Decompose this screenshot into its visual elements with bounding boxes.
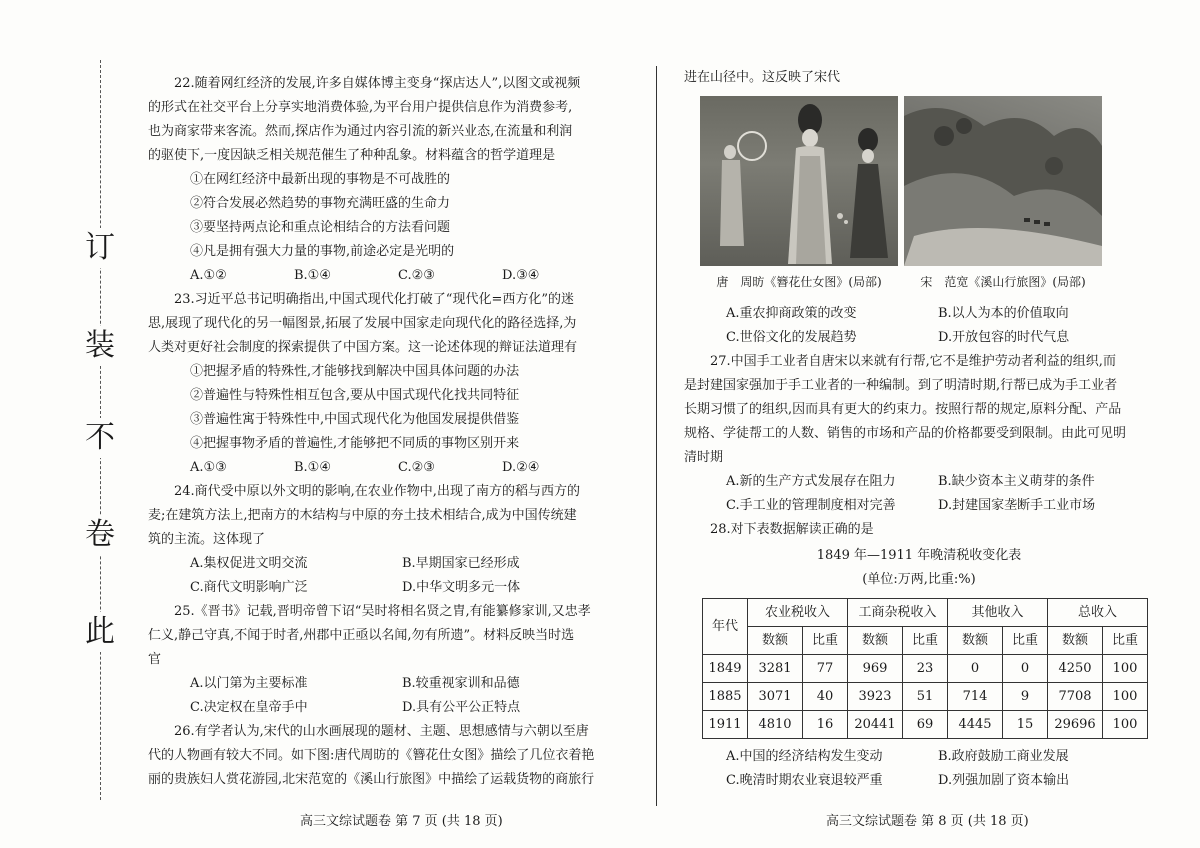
q27-stem-line: 清时期: [684, 450, 724, 465]
q23-stem-line: 23.习近平总书记明确指出,中国式现代化打破了“现代化=西方化”的迷: [174, 292, 574, 307]
q26-stem-line: 丽的贵族妇人赏花游园,北宋范宽的《溪山行旅图》中描绘了运载货物的商旅行: [148, 772, 595, 787]
q27-stem-line: 27.中国手工业者自唐宋以来就有行帮,它不是维护劳动者利益的组织,而: [710, 354, 1116, 369]
q27-choices: [684, 494, 1154, 518]
choice-b: B.缺少资本主义萌芽的条件: [938, 474, 1095, 489]
cell: 51: [903, 683, 948, 711]
choice-d: D.②④: [502, 460, 540, 475]
binding-char: 订: [72, 228, 128, 268]
q22-stem-line: 22.随着网红经济的发展,许多自媒体博主变身“探店达人”,以图文或视频: [174, 76, 581, 91]
cell: 77: [803, 655, 848, 683]
header-sub: 比重: [1003, 627, 1048, 655]
q22-stem-line: 的形式在社交平台上分享实地消费体验,为平台用户提供信息作为消费参考,: [148, 100, 573, 115]
choice-d: D.③④: [502, 268, 540, 283]
question-25: [148, 600, 628, 720]
header-year: 年代: [703, 599, 748, 655]
q25-stem-line: 仁义,静己守真,不闻于时者,州郡中正亟以名闻,勿有所遗”。材料反映当时选: [148, 628, 575, 643]
header-group: 总收入: [1048, 599, 1148, 627]
q22-choices: [148, 264, 628, 288]
caption-xishan: 宋 范宽《溪山行旅图》(局部): [920, 275, 1086, 289]
binding-char: 此: [72, 612, 128, 652]
choice-b: B.早期国家已经形成: [402, 556, 520, 571]
choice-a: A.新的生产方式发展存在阻力: [726, 474, 896, 489]
q25-choices: [148, 696, 628, 720]
binding-margin: [0, 0, 140, 848]
q26-stem-line: 代的人物画有较大不同。如下图:唐代周昉的《簪花仕女图》描绘了几位衣着艳: [148, 748, 595, 763]
q27-stem-line: 规格、学徒帮工的人数、销售的市场和产品的价格都要受到限制。由此可见明: [684, 426, 1127, 441]
table-row: [703, 711, 1148, 739]
header-sub: 比重: [1103, 627, 1148, 655]
question-26: [148, 720, 628, 792]
choice-d: D.中华文明多元一体: [402, 580, 521, 595]
q24-stem-line: 麦;在建筑方法上,把南方的木结构与中原的夯土技术相结合,成为中国传统建: [148, 508, 577, 523]
choice-d: D.开放包容的时代气息: [938, 330, 1070, 345]
choice-c: C.②③: [398, 268, 435, 283]
choice-a: A.①②: [190, 268, 227, 283]
question-28: [684, 518, 1154, 793]
q27-stem-line: 是封建国家强加于手工业者的一种编制。到了明清时期,行帮已成为手工业者: [684, 378, 1118, 393]
q28-stem: 28.对下表数据解读正确的是: [710, 522, 874, 537]
q22-stem-line: 也为商家带来客流。然而,探店作为通过内容引流的新兴业态,在流量和利润: [148, 124, 573, 139]
page-divider: [656, 66, 657, 806]
choice-c: C.②③: [398, 460, 435, 475]
cell: 100: [1103, 655, 1148, 683]
cell: 3923: [848, 683, 903, 711]
q22-stem-line: 的驱使下,一度因缺乏相关规范催生了种种乱象。材料蕴含的哲学道理是: [148, 148, 556, 163]
table-row: [703, 683, 1148, 711]
binding-char: 不: [72, 418, 128, 458]
header-sub: 比重: [803, 627, 848, 655]
q26-choices: [684, 302, 1154, 326]
cell: 0: [1003, 655, 1048, 683]
q28-choices: [684, 769, 1154, 793]
paintings: [700, 96, 1154, 266]
q24-stem-line: 筑的主流。这体现了: [148, 532, 266, 547]
cell: 9: [1003, 683, 1048, 711]
table-unit: (单位:万两,比重:%): [862, 572, 976, 587]
q23-item: ④把握事物矛盾的普遍性,才能够把不同质的事物区别开来: [190, 436, 520, 451]
q23-choices: [148, 456, 628, 480]
question-27: [684, 350, 1154, 518]
binding-char: 装: [72, 326, 128, 366]
header-sub: 数额: [948, 627, 1003, 655]
cell: 4445: [948, 711, 1003, 739]
choice-a: A.重农抑商政策的改变: [726, 306, 857, 321]
cell: 4250: [1048, 655, 1103, 683]
page-8-column: [684, 66, 1154, 793]
header-sub: 数额: [1048, 627, 1103, 655]
header-group: 农业税收入: [748, 599, 848, 627]
choice-c: C.手工业的管理制度相对完善: [726, 498, 896, 513]
q23-item: ③普遍性寓于特殊性中,中国式现代化为他国发展提供借鉴: [190, 412, 520, 427]
q25-stem-line: 官: [148, 652, 162, 667]
choice-a: A.以门第为主要标准: [190, 676, 308, 691]
cell: 1885: [703, 683, 748, 711]
page-8-footer: 高三文综试题卷 第 8 页 (共 18 页): [826, 814, 1029, 829]
choice-b: B.以人为本的价值取向: [938, 306, 1069, 321]
choice-a: A.①③: [190, 460, 227, 475]
cell: 714: [948, 683, 1003, 711]
choice-b: B.①④: [294, 460, 331, 475]
choice-c: C.世俗文化的发展趋势: [726, 330, 857, 345]
cell: 40: [803, 683, 848, 711]
q22-item: ④凡是拥有强大力量的事物,前途必定是光明的: [190, 244, 455, 259]
cell: 29696: [1048, 711, 1103, 739]
choice-d: D.具有公平公正特点: [402, 700, 521, 715]
cell: 15: [1003, 711, 1048, 739]
q22-item: ②符合发展必然趋势的事物充满旺盛的生命力: [190, 196, 451, 211]
binding-char: 卷: [72, 515, 128, 555]
cell: 3071: [748, 683, 803, 711]
page-7-column: [148, 72, 628, 792]
choice-d: D.封建国家垄断手工业市场: [938, 498, 1096, 513]
q26-choices: [684, 326, 1154, 350]
choice-b: B.政府鼓励工商业发展: [938, 749, 1069, 764]
q22-item: ③要坚持两点论和重点论相结合的方法看问题: [190, 220, 451, 235]
q24-choices: [148, 576, 628, 600]
q23-item: ②普遍性与特殊性相互包含,要从中国式现代化找共同特征: [190, 388, 520, 403]
q24-choices: [148, 552, 628, 576]
question-22: [148, 72, 628, 288]
tax-table: [702, 598, 1148, 739]
cell: 7708: [1048, 683, 1103, 711]
cell: 100: [1103, 683, 1148, 711]
cell: 100: [1103, 711, 1148, 739]
choice-b: B.①④: [294, 268, 331, 283]
choice-a: A.中国的经济结构发生变动: [726, 749, 883, 764]
cell: 1911: [703, 711, 748, 739]
q27-choices: [684, 470, 1154, 494]
cell: 1849: [703, 655, 748, 683]
q26-stem-cont: 进在山径中。这反映了宋代: [684, 70, 841, 85]
cell: 69: [903, 711, 948, 739]
q22-item: ①在网红经济中最新出现的事物是不可战胜的: [190, 172, 451, 187]
question-24: [148, 480, 628, 600]
choice-c: C.商代文明影响广泛: [190, 580, 308, 595]
cell: 3281: [748, 655, 803, 683]
cell: 4810: [748, 711, 803, 739]
q28-choices: [684, 745, 1154, 769]
choice-a: A.集权促进文明交流: [190, 556, 308, 571]
q23-stem-line: 思,展现了现代化的另一幅图景,拓展了发展中国家走向现代化的路径选择,为: [148, 316, 577, 331]
cell: 20441: [848, 711, 903, 739]
cell: 0: [948, 655, 1003, 683]
choice-c: C.决定权在皇帝手中: [190, 700, 308, 715]
choice-d: D.列强加剧了资本输出: [938, 773, 1070, 788]
q24-stem-line: 24.商代受中原以外文明的影响,在农业作物中,出现了南方的稻与西方的: [174, 484, 580, 499]
header-group: 工商杂税收入: [848, 599, 948, 627]
page-7-footer: 高三文综试题卷 第 7 页 (共 18 页): [300, 814, 503, 829]
cell: 969: [848, 655, 903, 683]
header-group: 其他收入: [948, 599, 1048, 627]
header-sub: 数额: [748, 627, 803, 655]
cell: 23: [903, 655, 948, 683]
q25-choices: [148, 672, 628, 696]
table-title: 1849 年—1911 年晚清税收变化表: [816, 548, 1022, 563]
table-row: [703, 655, 1148, 683]
q25-stem-line: 25.《晋书》记载,晋明帝曾下诏“吴时将相名贤之胄,有能纂修家训,又忠孝: [174, 604, 591, 619]
q27-stem-line: 长期习惯了的组织,因而具有更大的约束力。按照行帮的规定,原料分配、产品: [684, 402, 1122, 417]
q23-item: ①把握矛盾的特殊性,才能够找到解决中国具体问题的办法: [190, 364, 520, 379]
header-sub: 数额: [848, 627, 903, 655]
header-sub: 比重: [903, 627, 948, 655]
choice-c: C.晚清时期农业衰退较严重: [726, 773, 883, 788]
cell: 16: [803, 711, 848, 739]
painting-captions: [700, 270, 1154, 294]
question-23: [148, 288, 628, 480]
painting-xishan-xinglv-image: [904, 96, 1102, 266]
caption-zanhua: 唐 周昉《簪花仕女图》(局部): [716, 275, 882, 289]
q26-stem-line: 26.有学者认为,宋代的山水画展现的题材、主题、思想感情与六朝以至唐: [174, 724, 589, 739]
choice-b: B.较重视家训和品德: [402, 676, 520, 691]
painting-zanhua-shinv-image: [700, 96, 898, 266]
q23-stem-line: 人类对更好社会制度的探索提供了中国方案。这一论述体现的辩证法道理有: [148, 340, 578, 355]
